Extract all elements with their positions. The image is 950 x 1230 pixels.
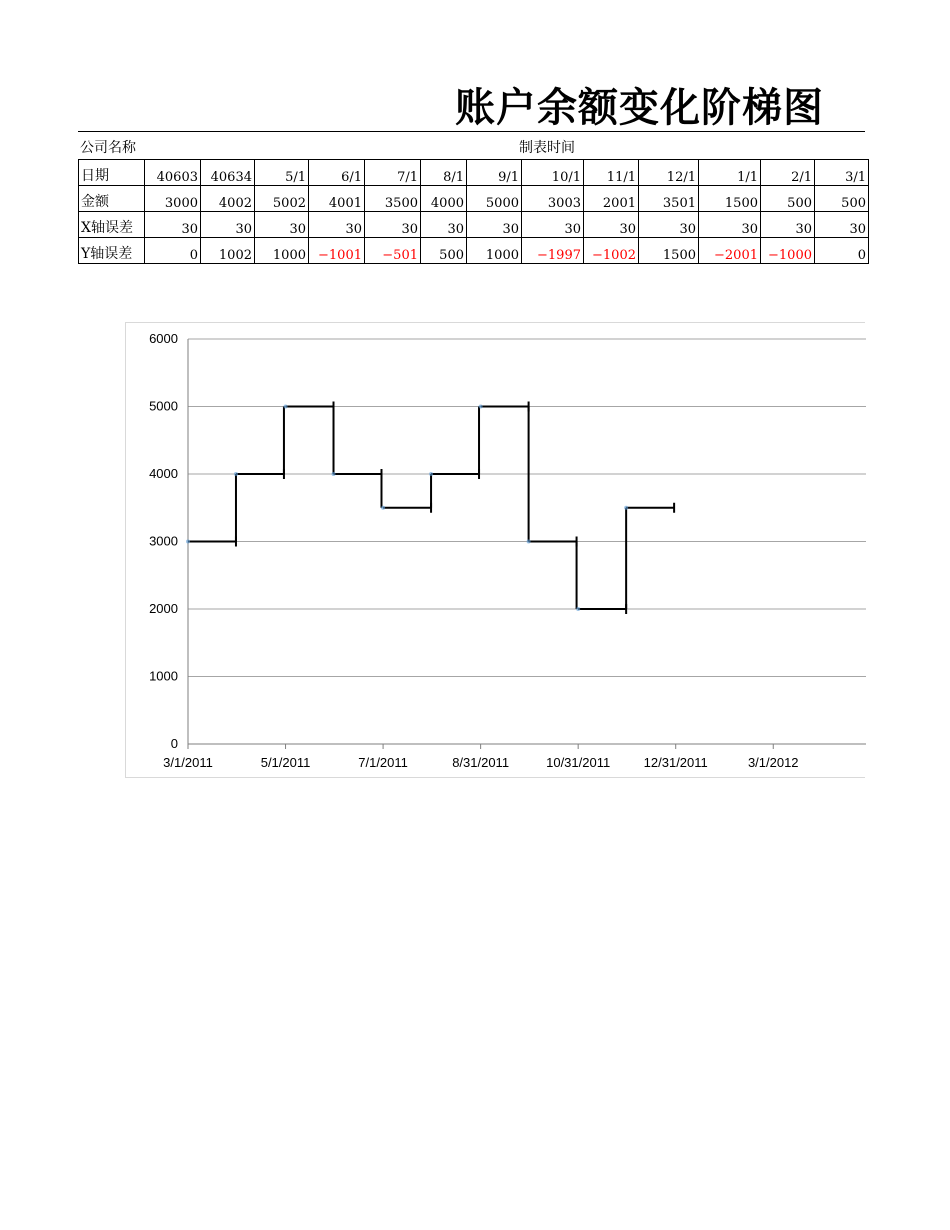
table-cell: 30: [467, 212, 522, 238]
table-cell: 4001: [309, 186, 365, 212]
x-tick-label: 7/1/2011: [358, 755, 408, 770]
data-point: [576, 607, 580, 611]
table-cell: 3501: [639, 186, 699, 212]
table-cell: 6/1: [309, 160, 365, 186]
title-underline: [78, 131, 865, 132]
table-cell: 4000: [421, 186, 467, 212]
table-cell: −1002: [584, 238, 639, 264]
table-row: [79, 212, 869, 238]
table-cell: 2/1: [761, 160, 815, 186]
table-row: [79, 186, 869, 212]
row-label: X轴误差: [79, 212, 145, 238]
table-cell: 1/1: [699, 160, 761, 186]
table-cell: 5002: [255, 186, 309, 212]
y-tick-label: 4000: [149, 466, 178, 481]
table-cell: 1002: [201, 238, 255, 264]
data-point: [186, 540, 190, 544]
x-tick-label: 3/1/2012: [747, 755, 799, 770]
step-chart: [125, 322, 865, 778]
table-cell: 3/1: [815, 160, 869, 186]
table-cell: −1000: [761, 238, 815, 264]
table-cell: 1500: [639, 238, 699, 264]
table-cell: 9/1: [467, 160, 522, 186]
table-cell: 10/1: [522, 160, 584, 186]
table-cell: −1997: [522, 238, 584, 264]
data-point: [527, 540, 531, 544]
table-cell: 30: [201, 212, 255, 238]
data-point: [381, 506, 385, 510]
x-tick-label: 10/31/2011: [546, 755, 611, 770]
table-cell: 30: [761, 212, 815, 238]
table-cell: 30: [699, 212, 761, 238]
table-cell: 500: [761, 186, 815, 212]
data-point: [624, 506, 628, 510]
table-cell: −2001: [699, 238, 761, 264]
data-point: [429, 472, 433, 476]
table-cell: 1500: [699, 186, 761, 212]
table-cell: 30: [365, 212, 421, 238]
table-row: [79, 160, 869, 186]
table-cell: 12/1: [639, 160, 699, 186]
table-cell: 30: [421, 212, 467, 238]
table-cell: 3500: [365, 186, 421, 212]
table-cell: 5000: [467, 186, 522, 212]
y-tick-label: 3000: [149, 533, 178, 549]
table-cell: 1000: [255, 238, 309, 264]
table-cell: −1001: [309, 238, 365, 264]
table-cell: 1000: [467, 238, 522, 264]
y-tick-label: 0: [170, 736, 178, 751]
table-row: [79, 238, 869, 264]
x-tick-label: 3/1/2011: [163, 755, 213, 770]
y-tick-label: 1000: [149, 668, 178, 684]
y-tick-label: 5000: [149, 398, 178, 414]
table-cell: 3000: [145, 186, 201, 212]
table-cell: 30: [145, 212, 201, 238]
y-tick-label: 6000: [149, 331, 178, 346]
table-cell: 5/1: [255, 160, 309, 186]
table-cell: 30: [522, 212, 584, 238]
table-cell: 2001: [584, 186, 639, 212]
page-title: 账户余额变化阶梯图: [455, 85, 824, 131]
table-cell: 4002: [201, 186, 255, 212]
table-cell: 40603: [145, 160, 201, 186]
data-point: [284, 405, 288, 409]
table-cell: −501: [365, 238, 421, 264]
table-cell: 3003: [522, 186, 584, 212]
report-time-label: 制表时间: [519, 140, 575, 156]
table-cell: 500: [815, 186, 869, 212]
table-cell: 30: [815, 212, 869, 238]
table-cell: 30: [639, 212, 699, 238]
data-point: [332, 472, 336, 476]
company-name-label: 公司名称: [80, 140, 136, 156]
table-cell: 500: [421, 238, 467, 264]
x-tick-label: 5/1/2011: [260, 755, 311, 770]
table-cell: 0: [815, 238, 869, 264]
table-cell: 11/1: [584, 160, 639, 186]
data-point: [479, 405, 483, 409]
row-label: 日期: [79, 160, 145, 186]
row-label: Y轴误差: [79, 238, 145, 264]
table-cell: 0: [145, 238, 201, 264]
table-cell: 30: [255, 212, 309, 238]
x-tick-label: 8/31/2011: [452, 755, 510, 770]
data-point: [234, 472, 238, 476]
row-label: 金额: [79, 186, 145, 212]
table-cell: 30: [584, 212, 639, 238]
table-cell: 7/1: [365, 160, 421, 186]
x-tick-label: 12/31/2011: [643, 755, 708, 770]
y-tick-label: 2000: [149, 601, 178, 616]
table-cell: 8/1: [421, 160, 467, 186]
table-cell: 40634: [201, 160, 255, 186]
step-chart-svg: [126, 323, 866, 779]
data-table: [78, 159, 869, 264]
table-cell: 30: [309, 212, 365, 238]
